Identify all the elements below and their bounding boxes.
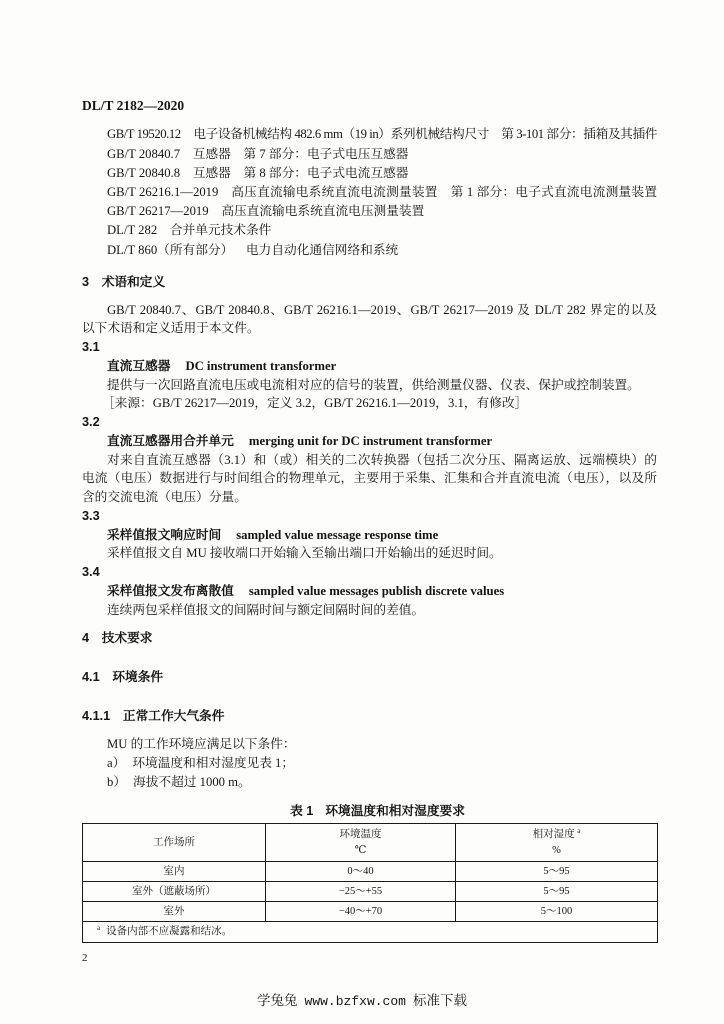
section-4-1-1-heading [82,707,657,726]
cell-humidity: 5～100 [456,902,658,922]
section-title: 环境条件 [112,669,164,684]
term-definition: 对来自直流互感器（3.1）和（或）相关的二次转换器（包括二次分压、隔离运放、远端模块）的 [107,452,657,467]
term-en: sampled value message response time [236,527,439,542]
section-title: 技术要求 [101,630,153,645]
col-header-temperature-label: 环境温度 [339,828,382,840]
footnote-mark: a [577,826,581,835]
list-item-label: a） [107,755,126,770]
term-zh: 直流互感器 [107,358,171,373]
reference-code: GB/T 20840.7 [107,146,181,161]
col-header-humidity [456,824,658,862]
table-caption-label: 表 1 [290,803,314,818]
reference-title: 电力自动化通信网络和系统 [245,242,399,257]
term-en: DC instrument transformer [185,358,337,373]
reference-code: DL/T 282 [107,223,158,238]
normative-references-list [82,125,657,259]
section-3-intro-line: 以下术语和定义适用于本文件。 [82,321,260,336]
reference-code: GB/T 20840.8 [107,165,181,180]
col-header-temperature-unit: ℃ [354,844,367,856]
section-3-heading [82,273,657,292]
table-footnote [83,922,658,943]
footer-site-name: 学兔兔 [257,993,298,1008]
cell-humidity: 5～95 [456,882,658,902]
section-title: 正常工作大气条件 [122,708,225,723]
section-number: 4.1.1 [82,708,111,723]
reference-title: 电子设备机械结构 482.6 mm（19 in）系列机械结构尺寸 第 3-101 部分：插箱及其插件 [193,127,657,142]
cell-humidity: 5～95 [456,862,658,882]
col-header-place [83,824,266,862]
term-source-note: ［来源：GB/T 26217—2019，定义 3.2，GB/T 26216.1—2019，3.1，有修改］ [102,396,528,411]
reference-code: GB/T 26217—2019 [107,204,209,219]
section-number: 3 [82,274,90,289]
list-item-text: 环境温度和相对湿度见表 1； [132,755,295,770]
cell-temperature: −40～+70 [266,902,456,922]
term-definition: 含的交流电流（电压）分量。 [82,490,247,505]
watermark-footer [0,991,724,1011]
reference-title: 高压直流输电系统直流电压测量装置 [221,204,425,219]
reference-item [82,241,657,260]
footnote-mark: a [97,924,101,932]
table-row [83,882,658,902]
term-number: 3.4 [82,565,100,580]
table-header-row [83,824,658,862]
list-item [82,773,657,792]
table-footnote-row [83,922,658,943]
col-header-temperature [266,824,456,862]
document-code-header: DL/T 2182—2020 [82,98,185,113]
cell-place: 室外 [83,902,266,922]
reference-item [82,145,657,164]
col-header-humidity-line [456,827,657,843]
conditions-intro: MU 的工作环境应满足以下条件： [107,736,296,751]
reference-code: DL/T 860（所有部分） [107,242,234,257]
reference-item [82,221,657,240]
col-header-humidity-label: 相对湿度 [532,828,575,840]
list-item-text: 海拔不超过 1000 m。 [133,774,251,789]
table-row [83,902,658,922]
term-en: sampled value messages publish discrete values [248,583,505,598]
reference-title: 互感器 第 7 部分：电子式电压互感器 [192,146,409,161]
term-number: 3.1 [82,340,100,355]
reference-item [82,164,657,183]
section-number: 4 [82,630,90,645]
term-definition: 采样值报文自 MU 接收端口开始输入至输出端口开始输出的延迟时间。 [107,546,502,561]
footnote-text: 设备内部不应凝露和结冰。 [106,926,233,937]
cell-temperature: −25～+55 [266,882,456,902]
page-number: 2 [82,952,88,964]
section-4-1-heading [82,668,657,687]
term-en: merging unit for DC instrument transformer [248,433,493,448]
term-number: 3.2 [82,415,100,430]
col-header-humidity-unit: % [552,844,561,856]
reference-title: 高压直流输电系统直流电流测量装置 第 1 部分：电子式直流电流测量装置 [231,184,658,199]
terms-and-definitions [82,301,657,620]
cell-temperature: 0～40 [266,862,456,882]
term-definition: 提供与一次回路直流电压或电流相对应的信号的装置，供给测量仪器、仪表、保护或控制装置。 [107,377,640,392]
term-definition: 连续两包采样值报文的间隔时间与额定间隔时间的差值。 [107,602,425,617]
table-caption-title: 环境温度和相对湿度要求 [325,803,465,818]
term-number: 3.3 [82,508,100,523]
table-caption [82,802,657,821]
reference-item [82,125,657,144]
cell-place: 室外（遮蔽场所） [83,882,266,902]
reference-item [82,202,657,221]
term-heading [82,357,657,376]
term-definition: 电流（电压）数据进行与时间组合的物理单元，主要用于采集、汇集和合并直流电流（电压），以及所 [82,471,657,486]
section-3-intro-line: GB/T 20840.7、GB/T 20840.8、GB/T 26216.1—2019、GB/T 26217—2019 及 DL/T 282 界定的以及 [107,302,657,317]
col-header-place-label: 工作场所 [153,836,195,848]
reference-code: GB/T 26216.1—2019 [107,184,219,199]
environment-requirements-table [82,823,658,943]
term-heading [82,526,657,545]
term-zh: 采样值报文发布离散值 [107,583,234,598]
section-4-heading [82,629,657,648]
reference-title: 合并单元技术条件 [169,223,272,238]
term-heading [82,582,657,601]
footer-tagline: 标准下载 [412,993,467,1008]
term-zh: 直流互感器用合并单元 [107,433,234,448]
term-zh: 采样值报文响应时间 [107,527,222,542]
reference-item [82,183,657,202]
list-item [82,754,657,773]
reference-title: 互感器 第 8 部分：电子式电流互感器 [192,165,409,180]
section-title: 术语和定义 [101,274,166,289]
table-row [83,862,658,882]
footer-url: www.bzfxw.com [304,994,406,1009]
working-conditions [82,735,657,792]
cell-place: 室内 [83,862,266,882]
section-number: 4.1 [82,669,100,684]
reference-code: GB/T 19520.12 [107,127,181,142]
term-heading [82,432,657,451]
list-item-label: b） [107,774,127,789]
